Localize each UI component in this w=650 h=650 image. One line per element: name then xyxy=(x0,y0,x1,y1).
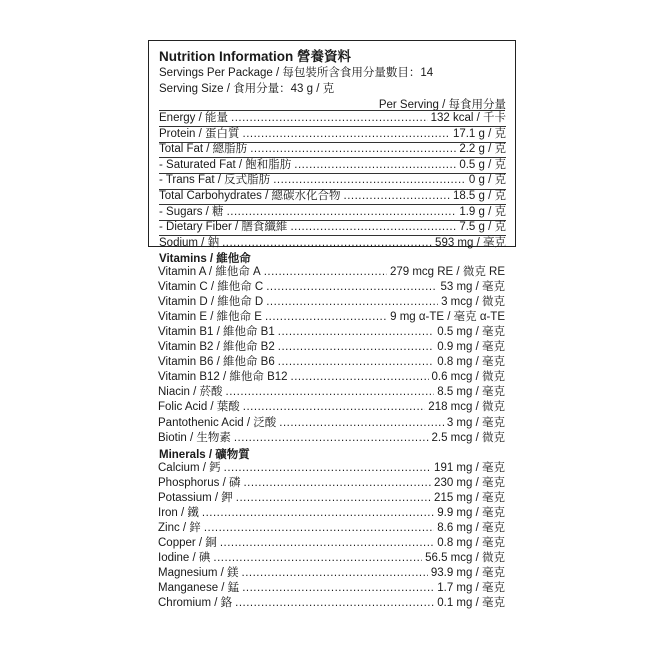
vitamin-row xyxy=(158,355,505,370)
leader-dots xyxy=(243,127,450,142)
row-label: Calcium / 鈣 xyxy=(158,462,221,474)
leader-dots xyxy=(294,158,456,173)
leader-dots xyxy=(243,400,426,415)
row-label: Total Fat / 總脂肪 xyxy=(159,143,248,156)
row-value: 7.5 g / 克 xyxy=(459,221,506,234)
row-value: 0.8 mg / 毫克 xyxy=(437,356,505,369)
row-value: 279 mcg RE / 微克 RE xyxy=(389,266,505,278)
row-value: 18.5 g / 克 xyxy=(452,190,506,202)
row-label: Manganese / 錳 xyxy=(158,582,240,595)
mineral-row xyxy=(158,506,505,521)
leader-dots xyxy=(279,416,444,431)
leader-dots xyxy=(242,581,434,596)
leader-dots xyxy=(204,521,434,536)
row-label: Vitamin C / 維他命 C xyxy=(158,281,264,294)
nutrient-row xyxy=(159,236,506,251)
leader-dots xyxy=(220,536,434,551)
vitamin-row xyxy=(158,416,505,431)
vitamin-row xyxy=(158,400,505,415)
nutrient-row xyxy=(159,205,506,220)
nutrient-row xyxy=(159,189,506,204)
row-label: Total Carbohydrates / 總碳水化合物 xyxy=(159,190,341,202)
row-value: 215 mg / 毫克 xyxy=(434,492,505,505)
per-serving-header: Per Serving / 每食用分量 xyxy=(378,99,506,111)
row-value: 0.9 mg / 毫克 xyxy=(437,341,505,354)
vitamin-row xyxy=(158,265,505,280)
leader-dots xyxy=(235,596,434,611)
row-value: 53 mg / 毫克 xyxy=(440,281,505,294)
row-label: Folic Acid / 葉酸 xyxy=(158,401,240,414)
mineral-row xyxy=(158,566,505,581)
vitamin-row xyxy=(158,310,505,325)
row-value: 0.1 mg / 毫克 xyxy=(437,597,505,610)
serving-size: Serving Size / 食用分量：43 g / 克 xyxy=(159,83,335,95)
row-label: Chromium / 鉻 xyxy=(158,597,233,610)
nutrient-row xyxy=(159,220,506,235)
leader-dots xyxy=(266,295,438,310)
mineral-row xyxy=(158,491,505,506)
mineral-row xyxy=(158,536,505,551)
nutrient-row xyxy=(159,127,506,142)
row-label: - Sugars / 糖 xyxy=(159,205,224,218)
row-value: 230 mg / 毫克 xyxy=(434,477,505,490)
row-label: Potassium / 鉀 xyxy=(158,492,233,505)
row-label: Vitamin B2 / 維他命 B2 xyxy=(158,341,275,354)
row-label: Vitamin A / 維他命 A xyxy=(158,266,261,278)
row-label: Sodium / 鈉 xyxy=(159,236,220,249)
row-value: 17.1 g / 克 xyxy=(452,127,506,140)
nutrient-row xyxy=(159,158,506,173)
row-value: 2.5 mcg / 微克 xyxy=(431,431,505,444)
row-value: 0.5 g / 克 xyxy=(459,158,506,171)
leader-dots xyxy=(231,111,428,126)
row-value: 132 kcal / 千卡 xyxy=(430,112,506,124)
leader-dots xyxy=(273,173,466,188)
row-value: 93.9 mg / 毫克 xyxy=(430,567,505,580)
leader-dots xyxy=(236,491,431,506)
row-label: Vitamin B1 / 維他命 B1 xyxy=(158,326,275,339)
row-value: 3 mg / 毫克 xyxy=(446,416,505,429)
leader-dots xyxy=(226,385,435,400)
row-label: Copper / 銅 xyxy=(158,537,217,550)
row-label: Niacin / 菸酸 xyxy=(158,386,223,399)
minerals-heading: Minerals / 礦物質 xyxy=(159,449,250,461)
row-label: Iodine / 碘 xyxy=(158,552,211,565)
vitamins-heading: Vitamins / 維他命 xyxy=(159,253,251,265)
row-label: - Dietary Fiber / 膳食纖維 xyxy=(159,221,288,234)
vitamin-row xyxy=(158,325,505,340)
leader-dots xyxy=(222,236,432,251)
row-label: Vitamin D / 維他命 D xyxy=(158,296,264,309)
row-label: Magnesium / 鎂 xyxy=(158,567,239,580)
leader-dots xyxy=(213,551,422,566)
row-value: 1.9 g / 克 xyxy=(459,205,506,218)
vitamin-row xyxy=(158,340,505,355)
row-value: 1.7 mg / 毫克 xyxy=(437,582,505,595)
mineral-row xyxy=(158,581,505,596)
row-label: Vitamin B12 / 維他命 B12 xyxy=(158,371,288,384)
vitamin-row xyxy=(158,370,505,385)
row-label: Energy / 能量 xyxy=(159,112,229,124)
leader-dots xyxy=(227,205,457,220)
row-value: 8.6 mg / 毫克 xyxy=(437,522,505,535)
vitamin-row xyxy=(158,431,505,446)
row-label: Protein / 蛋白質 xyxy=(159,127,240,140)
mineral-row xyxy=(158,551,505,566)
vitamin-row xyxy=(158,295,505,310)
row-value: 56.5 mcg / 微克 xyxy=(425,552,505,565)
row-value: 0.5 mg / 毫克 xyxy=(437,326,505,339)
leader-dots xyxy=(242,566,428,581)
row-label: Phosphorus / 磷 xyxy=(158,477,241,490)
leader-dots xyxy=(266,280,437,295)
mineral-row xyxy=(158,476,505,491)
leader-dots xyxy=(224,461,431,476)
row-value: 2.2 g / 克 xyxy=(459,143,506,156)
leader-dots xyxy=(278,340,435,355)
panel-title: Nutrition Information 營養資料 xyxy=(159,49,351,64)
row-label: Pantothenic Acid / 泛酸 xyxy=(158,416,277,429)
leader-dots xyxy=(243,476,431,491)
leader-dots xyxy=(202,506,434,521)
leader-dots xyxy=(278,355,435,370)
leader-dots xyxy=(250,142,456,157)
row-value: 218 mcg / 微克 xyxy=(428,401,505,414)
leader-dots xyxy=(290,220,456,235)
vitamin-row xyxy=(158,385,505,400)
row-label: Vitamin E / 維他命 E xyxy=(158,311,262,324)
servings-per-package: Servings Per Package / 每包裝所含食用分量數目：14 xyxy=(159,67,434,79)
mineral-row xyxy=(158,596,505,611)
row-value: 0.6 mcg / 微克 xyxy=(431,371,505,384)
nutrient-row xyxy=(159,142,506,157)
row-value: 191 mg / 毫克 xyxy=(434,462,505,474)
row-value: 9.9 mg / 毫克 xyxy=(437,507,505,520)
row-label: - Trans Fat / 反式脂肪 xyxy=(159,174,271,187)
row-value: 3 mcg / 微克 xyxy=(441,296,505,309)
leader-dots xyxy=(234,431,429,446)
row-label: Vitamin B6 / 維他命 B6 xyxy=(158,356,275,369)
mineral-row xyxy=(158,521,505,536)
nutrient-row xyxy=(159,111,506,126)
row-value: 593 mg / 毫克 xyxy=(435,236,506,249)
leader-dots xyxy=(264,265,387,280)
leader-dots xyxy=(265,310,387,325)
vitamin-row xyxy=(158,280,505,295)
row-value: 0.8 mg / 毫克 xyxy=(437,537,505,550)
leader-dots xyxy=(291,370,429,385)
row-label: Iron / 鐵 xyxy=(158,507,199,520)
leader-dots xyxy=(344,189,450,204)
row-value: 9 mg α-TE / 毫克 α-TE xyxy=(390,311,505,324)
row-label: Biotin / 生物素 xyxy=(158,431,231,444)
row-value: 0 g / 克 xyxy=(468,174,506,187)
row-label: Zinc / 鋅 xyxy=(158,522,201,535)
mineral-row xyxy=(158,461,505,476)
nutrient-row xyxy=(159,173,506,188)
leader-dots xyxy=(278,325,435,340)
row-label: - Saturated Fat / 飽和脂肪 xyxy=(159,158,292,171)
row-value: 8.5 mg / 毫克 xyxy=(437,386,505,399)
